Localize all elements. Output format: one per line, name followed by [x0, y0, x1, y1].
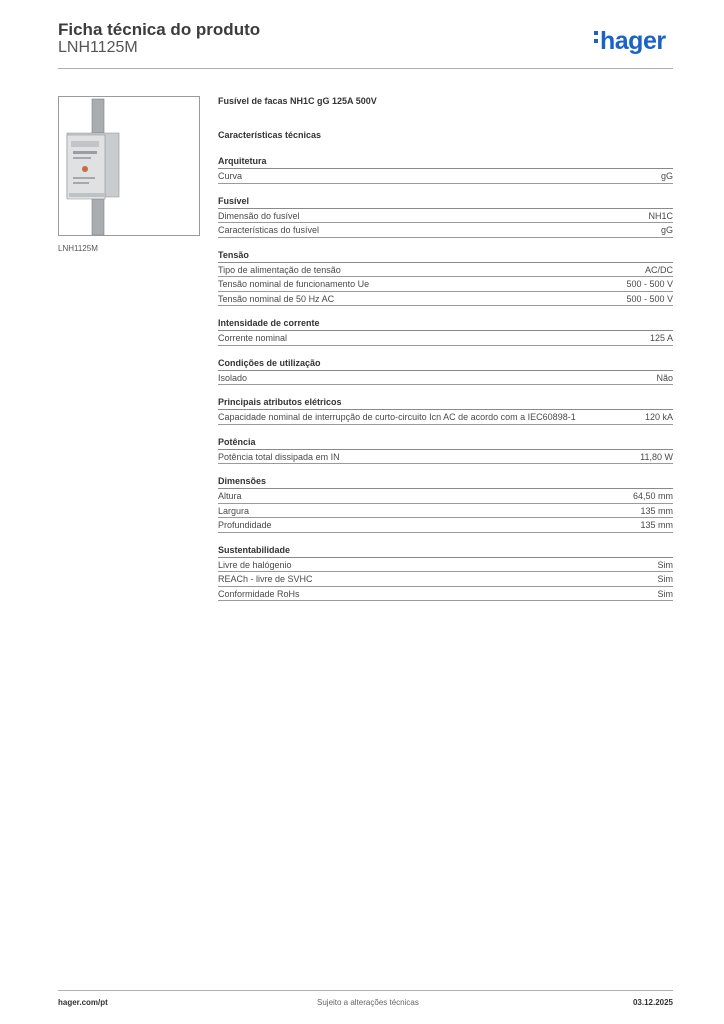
fuse-illustration	[59, 97, 199, 235]
technical-characteristics-title: Características técnicas	[218, 130, 322, 140]
product-image	[58, 96, 200, 236]
footer-notice: Sujeito a alterações técnicas	[317, 998, 419, 1007]
image-caption: LNH1125M	[58, 244, 98, 253]
spec-section	[218, 195, 673, 238]
product-reference: LNH1125M	[58, 39, 138, 56]
section-title: Dimensões	[218, 475, 673, 489]
footer-divider	[58, 990, 673, 991]
logo-colon-mark	[594, 28, 600, 47]
product-name: Fusível de facas NH1C gG 125A 500V	[218, 96, 377, 106]
spec-row	[218, 292, 673, 307]
spec-row	[218, 489, 673, 504]
spec-label: Livre de halógenio	[218, 559, 292, 570]
spec-label: Tipo de alimentação de tensão	[218, 264, 341, 275]
section-title: Condições de utilização	[218, 357, 673, 371]
spec-row	[218, 331, 673, 346]
spec-value: Sim	[657, 574, 673, 584]
spec-label: Capacidade nominal de interrupção de curto-circuito Icn AC de acordo com a IEC60898-1	[218, 412, 576, 422]
spec-value: 135 mm	[640, 505, 673, 516]
spec-section	[218, 396, 673, 425]
spec-label: Curva	[218, 171, 243, 181]
spec-value: Sim	[657, 588, 673, 599]
section-title: Arquitetura	[218, 155, 673, 169]
spec-label: Profundidade	[218, 520, 272, 530]
spec-row	[218, 169, 673, 184]
section-title: Principais atributos elétricos	[218, 396, 673, 410]
spec-value: 500 - 500 V	[626, 279, 673, 289]
spec-label: Tensão nominal de 50 Hz AC	[218, 293, 335, 304]
spec-value: 120 kA	[644, 412, 673, 422]
spec-label: Isolado	[218, 372, 248, 383]
spec-label: REACh - livre de SVHC	[218, 574, 313, 584]
spec-row	[218, 223, 673, 238]
hager-logo	[594, 27, 666, 55]
spec-value: Não	[656, 372, 673, 383]
section-title: Intensidade de corrente	[218, 317, 673, 331]
spec-label: Largura	[218, 505, 250, 516]
spec-label: Características do fusível	[218, 225, 320, 235]
spec-row	[218, 263, 673, 278]
spec-section	[218, 357, 673, 386]
spec-value: NH1C	[648, 210, 673, 221]
spec-value: AC/DC	[644, 264, 673, 275]
footer-date: 03.12.2025	[632, 998, 673, 1007]
spec-value: 500 - 500 V	[626, 293, 673, 304]
spec-row	[218, 572, 673, 587]
logo-text: hager	[600, 27, 666, 55]
spec-row	[218, 209, 673, 224]
section-title: Tensão	[218, 249, 673, 263]
section-title: Sustentabilidade	[218, 544, 673, 558]
document-title: Ficha técnica do produto	[58, 20, 261, 39]
spec-content	[218, 96, 673, 601]
spec-label: Conformidade RoHs	[218, 588, 300, 599]
spec-row	[218, 450, 673, 465]
spec-row	[218, 518, 673, 533]
footer-website[interactable]: hager.com/pt	[58, 998, 108, 1007]
spec-row	[218, 410, 673, 425]
section-title: Potência	[218, 436, 673, 450]
spec-section	[218, 155, 673, 184]
spec-row	[218, 277, 673, 292]
spec-label: Tensão nominal de funcionamento Ue	[218, 279, 370, 289]
spec-value: gG	[660, 171, 673, 181]
spec-section	[218, 249, 673, 307]
spec-value: 125 A	[649, 333, 673, 343]
spec-value: 64,50 mm	[632, 491, 673, 501]
spec-section	[218, 436, 673, 465]
spec-value: Sim	[657, 559, 673, 570]
spec-row	[218, 558, 673, 573]
spec-value: 11,80 W	[640, 451, 673, 462]
spec-value: 135 mm	[640, 520, 673, 530]
spec-row	[218, 371, 673, 386]
spec-sections	[218, 155, 673, 601]
spec-label: Dimensão do fusível	[218, 210, 300, 221]
spec-label: Altura	[218, 491, 242, 501]
spec-row	[218, 504, 673, 519]
spec-section	[218, 544, 673, 602]
section-title: Fusível	[218, 195, 673, 209]
spec-value: gG	[660, 225, 673, 235]
spec-section	[218, 475, 673, 533]
header-divider	[58, 68, 673, 69]
spec-label: Corrente nominal	[218, 333, 288, 343]
spec-label: Potência total dissipada em IN	[218, 451, 340, 462]
spec-section	[218, 317, 673, 346]
spec-row	[218, 587, 673, 602]
